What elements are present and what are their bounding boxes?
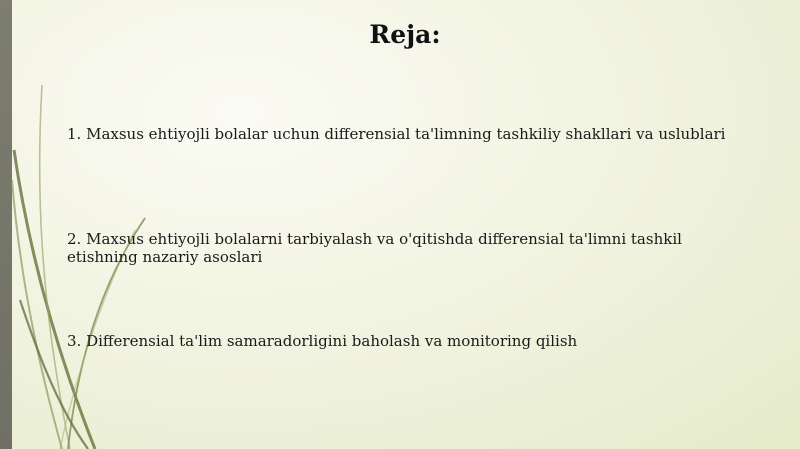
plan-item-1: 1. Maxsus ehtiyojli bolalar uchun differensial ta'limning tashkiliy shakllari va uslublari <box>67 125 726 143</box>
slide-left-bar <box>0 0 12 449</box>
plan-item-3: 3. Differensial ta'lim samaradorligini baholash va monitoring qilish <box>67 332 578 350</box>
slide-title: Reja: <box>369 20 441 49</box>
plan-item-2: 2. Maxsus ehtiyojli bolalarni tarbiyalash va o'qitishda differensial ta'limni tashkil etishning nazariy asoslari <box>67 230 682 266</box>
